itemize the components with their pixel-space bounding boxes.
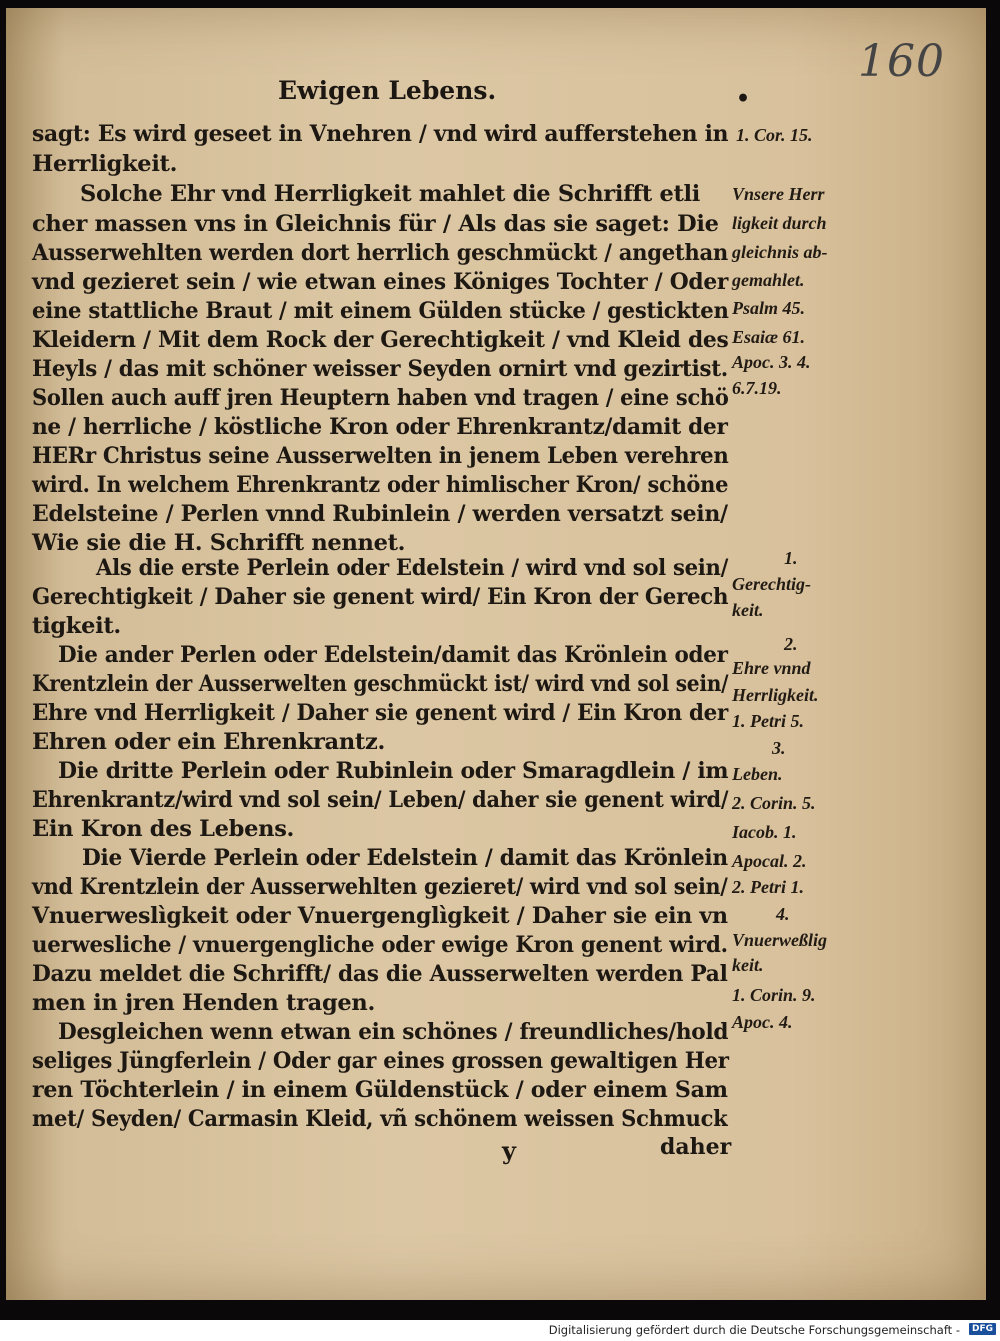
margin-note: 1. (784, 548, 798, 568)
signature-mark: y (502, 1136, 516, 1165)
text-line: Heyls / das mit schöner weisser Seyden ornirt vnd gezirtist. (32, 356, 728, 382)
text-line: Ausserwehlten werden dort herrlich geschmückt / angethan (32, 240, 728, 266)
margin-note: Vnuerweßlig (732, 930, 828, 950)
text-line: men in jren Henden tragen. (32, 990, 375, 1016)
text-line: HERr Christus seine Ausserwelten in jenem Leben verehren (32, 443, 729, 469)
text-line: Kleidern / Mit dem Rock der Gerechtigkeit / vnd Kleid des (32, 327, 729, 353)
text-line: Die dritte Perlein oder Rubinlein oder Smaragdlein / im (58, 758, 729, 784)
text-line: Gerechtigkeit / Daher sie genent wird/ Ein Kron der Gerech (32, 584, 729, 610)
text-line: eine stattliche Braut / mit einem Gülden stücke / gestickten (32, 298, 729, 324)
text-line: uerwesliche / vnuergengliche oder ewige Kron genent wird. (32, 932, 728, 958)
text-line: Vnuerweslìgkeit oder Vnuergenglìgkeit / Daher sie ein vn (32, 903, 728, 929)
text-line: Die ander Perlen oder Edelstein/damit das Krönlein oder (58, 642, 728, 668)
margin-note: Herrligkeit. (732, 685, 819, 705)
running-head: Ewigen Lebens. (278, 76, 497, 105)
text-line: Ehren oder ein Ehrenkrantz. (32, 729, 385, 755)
margin-note: 1. Petri 5. (732, 711, 804, 731)
text-line: vnd Krentzlein der Ausserwehlten gezieret/ wird vnd sol sein/ (32, 874, 728, 900)
margin-note: keit. (732, 955, 764, 975)
text-line: Als die erste Perlein oder Edelstein / wird vnd sol sein/ (96, 555, 729, 581)
catchword: daher (660, 1134, 732, 1160)
text-line: cher massen vns in Gleichnis für / Als das sie saget: Die (32, 211, 719, 237)
text-line: seliges Jüngferlein / Oder gar eines grossen gewaltigen Her (32, 1048, 729, 1074)
book-page (6, 8, 986, 1300)
margin-note: Iacob. 1. (732, 822, 797, 842)
margin-note: Ehre vnnd (732, 658, 811, 678)
margin-note: 2. Petri 1. (732, 877, 804, 897)
text-line: Desgleichen wenn etwan ein schönes / freundliches/hold (58, 1019, 729, 1045)
margin-note: 1. Cor. 15. (736, 125, 813, 145)
footer-credit: Digitalisierung gefördert durch die Deutsche Forschungsgemeinschaft - (548, 1323, 960, 1337)
text-line: Dazu meldet die Schrifft/ das die Ausserwelten werden Pal (32, 961, 728, 987)
text-line: tigkeit. (32, 613, 121, 639)
footer-bar (0, 1320, 1000, 1341)
text-line: Herrligkeit. (32, 151, 178, 177)
text-line: Krentzlein der Ausserwelten geschmückt ist/ wird vnd sol sein/ (32, 671, 729, 697)
margin-note: Vnsere Herr (732, 184, 825, 204)
margin-note: Apoc. 4. (732, 1012, 793, 1032)
text-line: Sollen auch auff jren Heuptern haben vnd tragen / eine schö (32, 385, 729, 411)
margin-note: Apoc. 3. 4. (732, 352, 811, 372)
text-line: ne / herrliche / köstliche Kron oder Ehrenkrantz/damit der (32, 414, 728, 440)
margin-note: keit. (732, 600, 764, 620)
margin-note: 2. (784, 634, 798, 654)
margin-note: gleichnis ab- (732, 242, 828, 262)
text-line: ren Töchterlein / in einem Güldenstück / oder einem Sam (32, 1077, 728, 1103)
margin-note: gemahlet. (732, 270, 805, 290)
margin-note: Gerechtig- (732, 574, 811, 594)
text-line: vnd gezieret sein / wie etwan eines Königes Tochter / Oder (32, 269, 729, 295)
text-line: Die Vierde Perlein oder Edelstein / damit das Krönlein (82, 845, 728, 871)
text-line: Ehre vnd Herrligkeit / Daher sie genent wird / Ein Kron der (32, 700, 728, 726)
text-line: Edelsteine / Perlen vnnd Rubinlein / werden versatzt sein/ (32, 501, 728, 527)
text-line: Ein Kron des Lebens. (32, 816, 295, 842)
margin-note: 6.7.19. (732, 378, 782, 398)
margin-note: 3. (772, 738, 786, 758)
margin-note: Psalm 45. (732, 298, 806, 318)
text-line: Ehrenkrantz/wird vnd sol sein/ Leben/ daher sie genent wird/ (32, 787, 729, 813)
margin-note: Leben. (732, 764, 783, 784)
running-head-mark: • (736, 86, 751, 112)
margin-note: Apocal. 2. (732, 851, 807, 871)
folio-number: 160 (858, 36, 945, 87)
margin-note: ligkeit durch (732, 213, 827, 233)
margin-note: Esaiæ 61. (732, 327, 806, 347)
margin-note: 4. (776, 904, 790, 924)
dfg-logo: DFG (969, 1323, 996, 1335)
margin-note: 2. Corin. 5. (732, 793, 816, 813)
text-line: met/ Seyden/ Carmasin Kleid, vñ schönem weissen Schmuck (32, 1106, 728, 1132)
text-line: wird. In welchem Ehrenkrantz oder himlischer Kron/ schöne (32, 472, 729, 498)
text-line: Solche Ehr vnd Herrligkeit mahlet die Schrifft etli (80, 181, 701, 207)
margin-note: 1. Corin. 9. (732, 985, 816, 1005)
text-line: sagt: Es wird geseet in Vnehren / vnd wird aufferstehen in (32, 121, 729, 147)
text-line: Wie sie die H. Schrifft nennet. (32, 530, 406, 556)
